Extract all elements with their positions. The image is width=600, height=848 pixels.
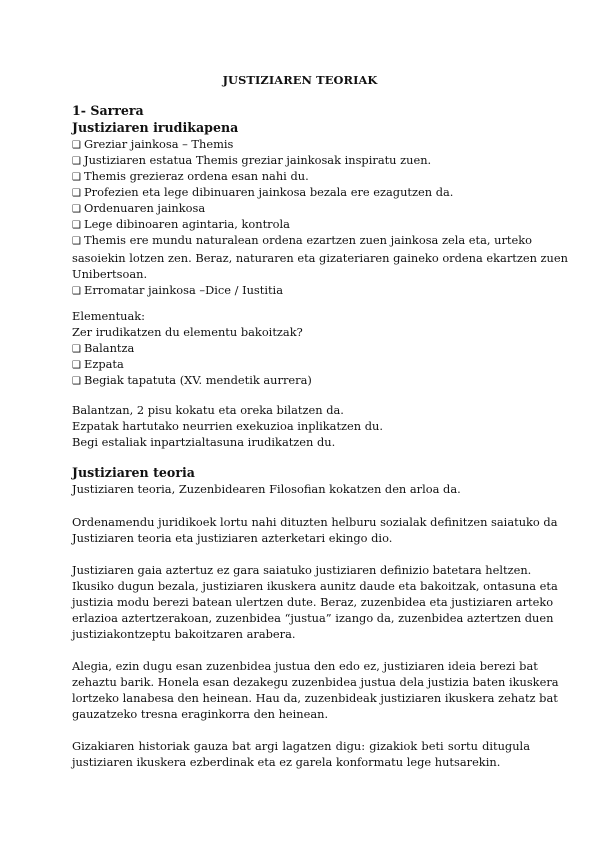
section-heading: 1- Sarrera: [72, 103, 144, 118]
paragraph-line: justizia modu berezi batean ulertzen dute. Beraz, zuzenbidea eta justiziaren arteko: [72, 595, 554, 609]
list-item-text: Profezien eta lege dibinuaren jainkosa bezala ere ezagutzen da.: [84, 185, 454, 199]
section-justiziaren-teoria: [72, 464, 530, 497]
meaning-line: Ezpatak hartutako neurrien exekuzioa inplikatzen du.: [72, 419, 384, 433]
paragraph-line: justiziakontzeptu bakoitzaren arabera.: [72, 627, 296, 641]
paragraph-3: [72, 658, 559, 722]
meanings-block: [72, 402, 530, 450]
checkbox-bullet-icon: ❑: [72, 172, 81, 183]
list-item: [72, 136, 530, 152]
paragraph-line: zehaztu barik. Honela esan dezakegu zuzenbidea justua dela justizia baten ikuskera: [72, 675, 559, 689]
list-item: [72, 184, 530, 200]
checkbox-bullet-icon: ❑: [72, 220, 81, 231]
list-item: [72, 216, 530, 232]
meaning-line: Balantzan, 2 pisu kokatu eta oreka bilatzen da.: [72, 403, 344, 417]
list-item: [72, 282, 530, 298]
section-heading: Justiziaren teoria: [72, 465, 195, 480]
list-item-text: Themis grezieraz ordena esan nahi du.: [84, 169, 309, 183]
checkbox-bullet-icon: ❑: [72, 376, 81, 387]
list-item: [72, 340, 530, 356]
paragraph-line: gauzatzeko tresna eraginkorra den heinean.: [72, 707, 329, 721]
long-bullet-line: Unibertsoan.: [72, 267, 148, 281]
meaning-line: Begi estaliak inpartzialtasuna irudikatzen du.: [72, 435, 336, 449]
elements-block: [72, 308, 530, 388]
list-item: [72, 200, 530, 216]
paragraph-2: [72, 562, 558, 642]
list-item-text: Erromatar jainkosa –Dice / Iustitia: [84, 283, 283, 297]
list-item: [72, 168, 530, 184]
paragraph-line: justiziaren ikuskera ezberdinak eta ez garela konformatu lege hutsarekin.: [72, 755, 501, 769]
paragraph-line: Justiziaren gaia aztertuz ez gara saiatuko justiziaren definizio batetara heltzen.: [72, 563, 532, 577]
list-item: [72, 372, 530, 388]
checkbox-bullet-icon: ❑: [72, 188, 81, 199]
list-item-text: Ezpata: [84, 357, 124, 371]
list-item: [72, 152, 530, 168]
bullet-list: [72, 136, 530, 232]
paragraph-line: Ikusiko dugun bezala, justiziaren ikuskera aunitz daude eta bakoitzak, ontasuna eta: [72, 579, 558, 593]
list-item: [72, 356, 530, 372]
checkbox-bullet-icon: ❑: [72, 344, 81, 355]
long-bullet-line: sasoiekin lotzen zen. Beraz, naturaren eta gizateriaren gaineko ordena ekartzen zuen: [72, 251, 568, 265]
list-item-text: Justiziaren estatua Themis greziar jainkosak inspiratu zuen.: [84, 153, 432, 167]
checkbox-bullet-icon: ❑: [72, 286, 81, 297]
document-title: JUSTIZIAREN TEORIAK: [222, 73, 378, 87]
paragraph-line: Ordenamendu juridikoek lortu nahi dituzten helburu sozialak definitzen saiatuko da: [72, 515, 558, 529]
checkbox-bullet-icon: ❑: [72, 140, 81, 151]
long-bullet: [72, 232, 568, 282]
list-item-text: Balantza: [84, 341, 135, 355]
long-bullet-line: Themis ere mundu naturalean ordena ezartzen zuen jainkosa zela eta, urteko: [84, 233, 532, 247]
checkbox-bullet-icon: ❑: [72, 236, 81, 247]
checkbox-bullet-icon: ❑: [72, 360, 81, 371]
paragraph-line: Justiziaren teoria eta justiziaren azterketari ekingo dio.: [72, 531, 393, 545]
list-item-text: Lege dibinoaren agintaria, kontrola: [84, 217, 290, 231]
checkbox-bullet-icon: ❑: [72, 204, 81, 215]
elements-label: Elementuak:: [72, 309, 146, 323]
elements-question: Zer irudikatzen du elementu bakoitzak?: [72, 325, 303, 339]
paragraph-line: erlazioa aztertzerakoan, zuzenbidea “justua” izango da, zuzenbidea aztertzen duen: [72, 611, 554, 625]
paragraph-4: [72, 738, 530, 770]
paragraph-line: Alegia, ezin dugu esan zuzenbidea justua den edo ez, justiziaren ideia berezi bat: [72, 659, 538, 673]
paragraph-line: Gizakiaren historiak gauza bat argi lagatzen digu: gizakiok beti sortu ditugula: [72, 739, 530, 753]
paragraph-1: [72, 514, 558, 546]
list-item-text: Begiak tapatuta (XV. mendetik aurrera): [84, 373, 312, 387]
paragraph-line: lortzeko lanabesa den heinean. Hau da, zuzenbideak justiziaren ikuskera zehatz bat: [72, 691, 558, 705]
list-item-text: Ordenuaren jainkosa: [84, 201, 206, 215]
section-sarrera: [72, 102, 568, 298]
intro-line: Justiziaren teoria, Zuzenbidearen Filosofian kokatzen den arloa da.: [72, 482, 461, 496]
list-item-text: Greziar jainkosa – Themis: [84, 137, 234, 151]
subsection-heading: Justiziaren irudikapena: [72, 120, 239, 135]
checkbox-bullet-icon: ❑: [72, 156, 81, 167]
